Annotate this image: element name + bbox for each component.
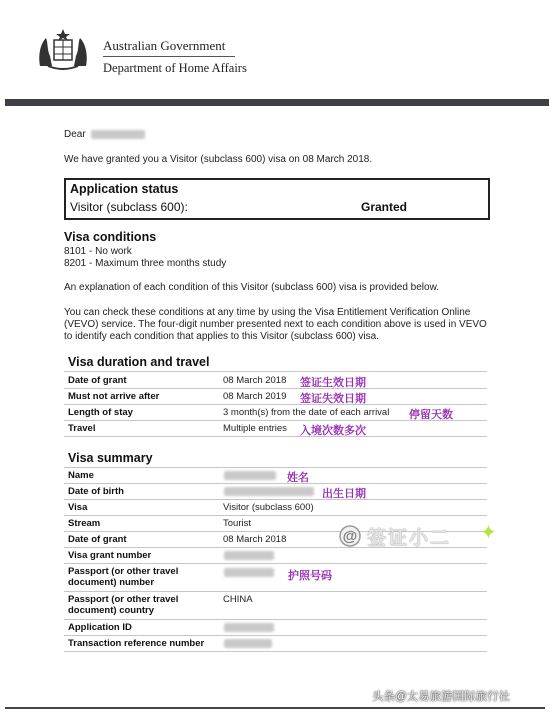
summary-value: 08 March 2018 xyxy=(223,534,287,545)
vevo-paragraph: You can check these conditions at any time by using the Visa Entitlement Verification Online (VEVO) service. The four-digit number presented next to each condition above is used in VEVO to identify each condition that applies to this Visitor (subclass 600) visa. xyxy=(64,307,487,342)
redacted-value xyxy=(224,623,274,632)
redacted-name xyxy=(91,130,145,139)
summary-label: Visa grant number xyxy=(68,550,152,561)
status-visa: Visitor (subclass 600): xyxy=(70,200,188,214)
row-divider xyxy=(64,619,487,620)
row-divider xyxy=(64,515,487,516)
row-divider xyxy=(64,499,487,500)
annotation-note: 姓名 xyxy=(287,472,309,484)
at-sign-icon xyxy=(338,524,362,548)
row-divider xyxy=(64,483,487,484)
row-divider xyxy=(64,420,487,421)
row-divider xyxy=(64,591,487,592)
row-divider xyxy=(64,563,487,564)
duration-title: Visa duration and travel xyxy=(68,355,210,369)
sparkle-icon: ✦ xyxy=(480,522,497,544)
duration-label: Must not arrive after xyxy=(68,391,160,402)
summary-label: Passport (or other travel document) number xyxy=(68,566,179,588)
australian-coat-of-arms-icon xyxy=(34,26,92,74)
row-divider xyxy=(64,635,487,636)
redacted-value xyxy=(224,568,274,577)
explanation-text: An explanation of each condition of this Visitor (subclass 600) visa is provided below. xyxy=(64,282,440,293)
source-credit: 头条@太易旅游国际旅行社 xyxy=(372,691,511,703)
annotation-note: 签证生效日期 xyxy=(300,377,366,389)
summary-label: Transaction reference number xyxy=(68,638,205,649)
redacted-value xyxy=(224,639,272,648)
duration-value: 3 month(s) from the date of each arrival xyxy=(223,407,390,418)
row-divider xyxy=(64,388,487,389)
summary-label: Stream xyxy=(68,518,101,529)
summary-label: Application ID xyxy=(68,622,132,633)
row-divider xyxy=(64,467,487,468)
header-bar xyxy=(5,99,549,106)
government-title: Australian Government xyxy=(103,38,226,53)
row-divider xyxy=(64,436,487,437)
summary-value: Visitor (subclass 600) xyxy=(223,502,314,513)
department-title: Department of Home Affairs xyxy=(103,61,247,75)
summary-value: Tourist xyxy=(223,518,251,529)
annotation-note: 护照号码 xyxy=(288,570,332,582)
summary-label: Date of grant xyxy=(68,534,127,545)
svg-text:@: @ xyxy=(342,528,358,545)
condition-item: 8201 - Maximum three months study xyxy=(64,258,227,269)
duration-value: 08 March 2018 xyxy=(223,375,287,386)
salutation-word: Dear xyxy=(64,129,86,140)
duration-value: 08 March 2019 xyxy=(223,391,287,402)
duration-label: Date of grant xyxy=(68,375,127,386)
row-divider xyxy=(64,371,487,372)
row-divider xyxy=(64,404,487,405)
salutation xyxy=(64,129,145,141)
annotation-note: 出生日期 xyxy=(322,488,366,500)
redacted-value xyxy=(224,471,276,480)
summary-value: CHINA xyxy=(223,594,253,605)
summary-label: Passport (or other travel document) country xyxy=(68,594,179,616)
row-divider xyxy=(64,651,487,652)
application-status-box xyxy=(64,178,490,220)
annotation-note: 入境次数多次 xyxy=(300,425,366,437)
header-divider xyxy=(103,56,235,57)
bottom-border xyxy=(5,707,545,709)
conditions-title: Visa conditions xyxy=(64,230,157,244)
summary-title: Visa summary xyxy=(68,451,153,465)
annotation-note: 签证失效日期 xyxy=(300,393,366,405)
granted-line: We have granted you a Visitor (subclass 600) visa on 08 March 2018. xyxy=(64,154,373,165)
redacted-value xyxy=(224,551,274,560)
summary-label: Name xyxy=(68,470,94,481)
status-result: Granted xyxy=(361,200,408,214)
condition-item: 8101 - No work xyxy=(64,246,132,257)
summary-label: Visa xyxy=(68,502,88,513)
watermark-text: 签证小二 xyxy=(367,528,452,549)
duration-label: Length of stay xyxy=(68,407,133,418)
summary-label: Date of birth xyxy=(68,486,124,497)
annotation-note: 停留天数 xyxy=(409,409,453,421)
duration-label: Travel xyxy=(68,423,96,434)
status-title: Application status xyxy=(70,182,179,196)
redacted-value xyxy=(224,487,314,496)
duration-value: Multiple entries xyxy=(223,423,287,434)
